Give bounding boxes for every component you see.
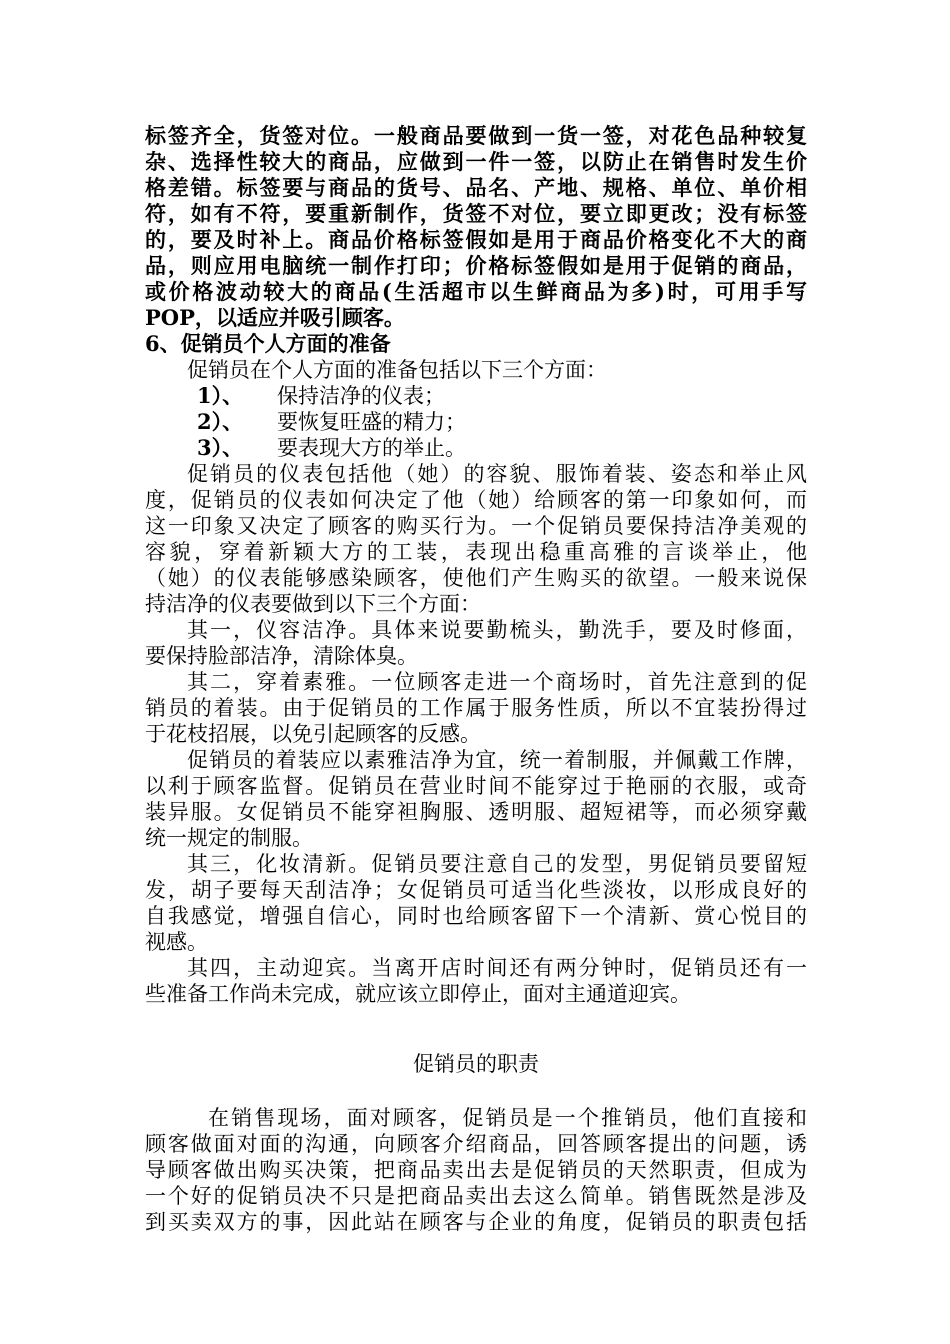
text-line: 要保持脸部洁净，清除体臭。 [145, 644, 418, 668]
text-line: 杂、选择性较大的商品，应做到一件一签，以防止在销售时发生价 [145, 149, 807, 174]
text-line: 视感。 [145, 930, 208, 954]
document-page [145, 123, 807, 1235]
text-line: 其二，穿着素雅。一位顾客走进一个商场时，首先注意到的促 [187, 670, 807, 694]
paragraph-price-tags [145, 123, 807, 331]
text-line: 自我感觉，增强自信心，同时也给顾客留下一个清新、赏心悦目的 [145, 904, 807, 928]
text-line: 这一印象又决定了顾客的购买行为。一个促销员要保持洁净美观的 [145, 514, 807, 538]
text-line: 装异服。女促销员不能穿袒胸服、透明服、超短裙等，而必须穿戴 [145, 800, 807, 824]
list-item [145, 383, 807, 409]
list-number: 3）、 [197, 435, 244, 460]
section-title: 促销员的职责 [413, 1052, 539, 1076]
text-line: 容貌，穿着新颖大方的工装，表现出稳重高雅的言谈举止，他 [145, 540, 807, 564]
paragraph-fourth [145, 955, 807, 1007]
text-line: 以利于顾客监督。促销员在营业时间不能穿过于艳丽的衣服，或奇 [145, 774, 807, 798]
text-line: POP，以适应并吸引顾客。 [145, 305, 405, 330]
text-line: 些准备工作尚未完成，就应该立即停止，面对主通道迎宾。 [145, 982, 691, 1006]
paragraph-second [145, 669, 807, 747]
list-number: 2）、 [197, 409, 244, 434]
text-line: 销员的着装。由于促销员的工作属于服务性质，所以不宜装扮得过 [145, 696, 807, 720]
blank-space [145, 1085, 807, 1105]
intro-line: 促销员在个人方面的准备包括以下三个方面： [187, 358, 607, 382]
prep-list [145, 383, 807, 461]
list-text: 保持洁净的仪表； [277, 384, 445, 408]
paragraph-appearance [145, 461, 807, 617]
text-line: 统一规定的制服。 [145, 826, 313, 850]
list-item [145, 435, 807, 461]
text-line: 的，要及时补上。商品价格标签假如是用于商品价格变化不大的商 [145, 227, 807, 252]
text-line: 其三，化妆清新。促销员要注意自己的发型，男促销员要留短 [187, 852, 807, 876]
text-line: 到买卖双方的事，因此站在顾客与企业的角度，促销员的职责包括 [145, 1210, 807, 1234]
text-line: 顾客做面对面的沟通，向顾客介绍商品，回答顾客提出的问题，诱 [145, 1132, 807, 1156]
text-line: （她）的仪表能够感染顾客，使他们产生购买的欲望。一般来说保 [145, 566, 807, 590]
text-line: 发，胡子要每天刮洁净；女促销员可适当化些淡妆，以形成良好的 [145, 878, 807, 902]
text-line: 促销员的着装应以素雅洁净为宜，统一着制服，并佩戴工作牌， [187, 748, 807, 772]
text-line: 一个好的促销员决不只是把商品卖出去这么简单。销售既然是涉及 [145, 1184, 807, 1208]
text-line: 导顾客做出购买决策，把商品卖出去是促销员的天然职责，但成为 [145, 1158, 807, 1182]
blank-space [145, 1007, 807, 1051]
list-text: 要恢复旺盛的精力； [277, 410, 466, 434]
text-line: 品，则应用电脑统一制作打印；价格标签假如是用于促销的商品， [145, 253, 807, 278]
text-line: 其一，仪容洁净。具体来说要勤梳头，勤洗手，要及时修面， [187, 618, 807, 642]
text-line: 或价格波动较大的商品(生活超市以生鲜商品为多)时，可用手写 [145, 279, 807, 304]
paragraph-first [145, 617, 807, 669]
section-heading-6: 6、促销员个人方面的准备 [145, 331, 391, 356]
paragraph-dress [145, 747, 807, 851]
list-text: 要表现大方的举止。 [277, 436, 466, 460]
paragraph-duties [145, 1105, 807, 1235]
text-line: 促销员的仪表包括他（她）的容貌、服饰着装、姿态和举止风 [187, 462, 807, 486]
text-line: 度，促销员的仪表如何决定了他（她）给顾客的第一印象如何，而 [145, 488, 807, 512]
list-item [145, 409, 807, 435]
text-line: 格差错。标签要与商品的货号、品名、产地、规格、单位、单价相 [145, 175, 807, 200]
text-line: 其四，主动迎宾。当离开店时间还有两分钟时，促销员还有一 [187, 956, 807, 980]
list-number: 1）、 [197, 383, 244, 408]
paragraph-third [145, 851, 807, 955]
text-line: 符，如有不符，要重新制作，货签不对位，要立即更改；没有标签 [145, 201, 807, 226]
text-line: 于花枝招展，以免引起顾客的反感。 [145, 722, 481, 746]
text-line: 在销售现场，面对顾客，促销员是一个推销员，他们直接和 [208, 1106, 807, 1130]
text-line: 标签齐全，货签对位。一般商品要做到一货一签，对花色品种较复 [145, 123, 807, 148]
text-line: 持洁净的仪表要做到以下三个方面： [145, 592, 481, 616]
